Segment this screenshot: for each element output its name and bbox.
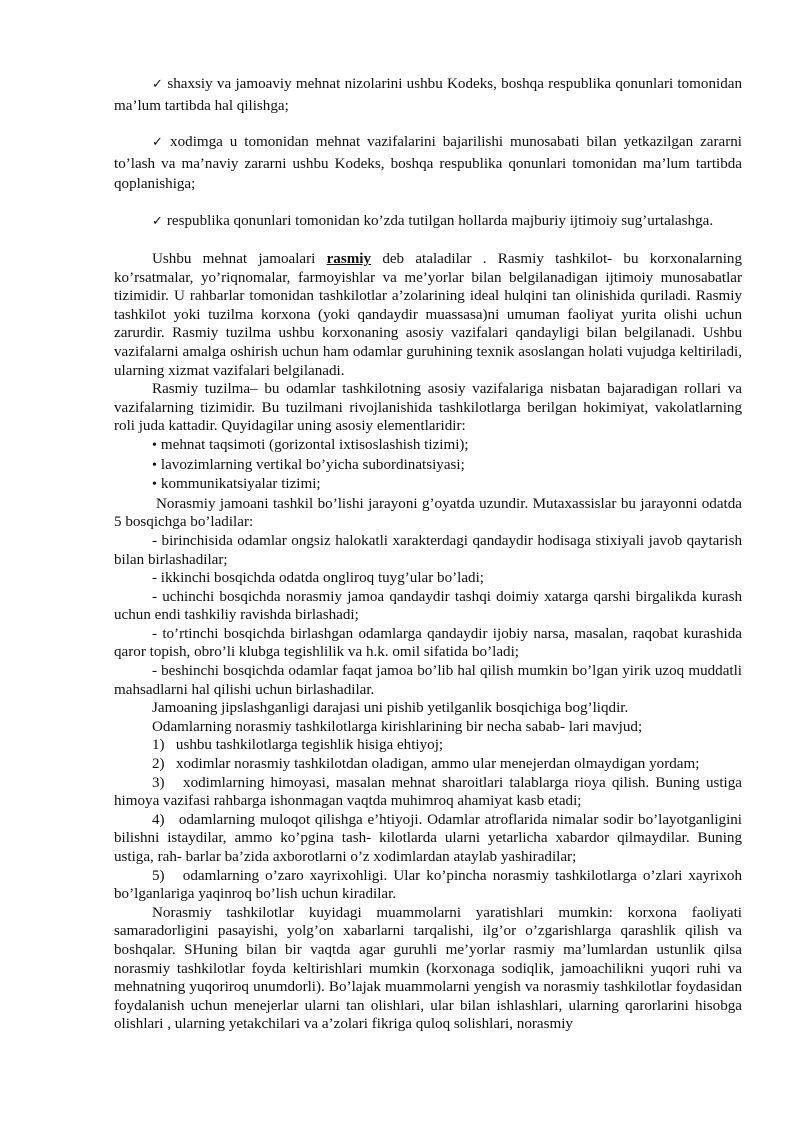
- check-item: ✓ shaxsiy va jamoaviy mehnat nizolarini ushbu Kodeks, boshqa respublika qonunlari tomonidan ma’lum tartibda hal qilishga;: [114, 76, 742, 114]
- checkmark-icon: ✓: [152, 77, 164, 92]
- reason-item: 5) odamlarning o’zaro xayrixohligi. Ular ko’pincha norasmiy tashkilotlarga o’zlari xayrixoh bo’lganlariga yaqinroq bo’lish uchun kiradilar.: [114, 867, 742, 903]
- paragraph-formal: Ushbu mehnat jamoalari rasmiy deb ataladilar . Rasmiy tashkilot- bu korxonalarning ko’rsatmalar, yo’riqnomalar, farmoyishlar va me’yorlar bilan belgilanadigan ijtimoiy munosabatlar tizimidir. U rahbarlar tomonidan tashkilotlar a’zolarining ideal hulqini tan olinishida quriladi. Rasmiy tashkilot yoki tuzilma korxona (yoki qandaydir muassasa)ni umuman faoliyat yurita olishi uchun zarurdir. Rasmiy tuzilma ushbu korxonaning asosiy vazifalari qandayligi bilan belgilanadi. Ushbu vazifalarni amalga oshirish uchun ham odamlar guruhining texnik asoslangan holati vujudga keltiriladi, ularning xizmat vazifalari belgilanadi.: [114, 251, 742, 379]
- bullet-icon: •: [152, 457, 157, 473]
- paragraph-informal: Norasmiy jamoani tashkil bo’lishi jarayoni g’oyatda uzundir. Mutaxassislar bu jarayonni odatda 5 bosqichga bo’ladilar:: [114, 495, 742, 531]
- stage-item: - ikkinchi bosqichda odatda ongliroq tuyg’ular bo’ladi;: [152, 570, 484, 587]
- paragraph-reasons: Odamlarning norasmiy tashkilotlarga kirishlarining bir necha sabab- lari mavjud;: [152, 718, 643, 735]
- keyword-rasmiy: rasmiy: [326, 251, 372, 267]
- stage-item: - to’rtinchi bosqichda birlashgan odamlarga qandaydir ijobiy narsa, masalan, raqobat kurashida qaror topish, obro’li klubga tegishlilik va h.k. omil sifatida bo’ladi;: [114, 625, 742, 661]
- paragraph-problems: Norasmiy tashkilotlar kuyidagi muammolarni yaratishlari mumkin: korxona faoliyati samaradorligini pasayishi, yolg’on xabarlarni tarqalishi, ilg’or o’zgarishlarga qarashlik qilish va boshqalar. SHuning bilan bir vaqtda agar guruhli me’yorlar rasmiy ma’lumlardan ustunlik qilsa norasmiy tashkilotlar foyda keltirishlari mumkin (korxonaga sodiqlik, jamoachilikni yuqori ruhi va mehnatning yuqoriroq unumdorli). Bo’lajak muammolarni yengish va norasmiy tashkilotlar foydasidan foydalanish uchun menejerlar ularni tan olishlari, ular bilan ishlashlari, ularning qarorlarini hisobga olishlari , ularning yetakchilari va a’zolari fikriga quloq solishlari, norasmiy: [114, 904, 742, 1033]
- document-page: [114, 74, 742, 1034]
- reason-item: 2) xodimlar norasmiy tashkilotdan oladigan, ammo ular menejerdan olmaydigan yordam;: [152, 756, 700, 773]
- reason-item: 3) xodimlarning himoyasi, masalan mehnat sharoitlari talablarga rioya qilish. Buning ustiga himoya vazifasi rahbarga ishonmagan vaqtda muhimroq ahamiyat kasb etadi;: [114, 774, 742, 810]
- stage-item: - uchinchi bosqichda norasmiy jamoa qandaydir tashqi doimiy xatarga qarshi birgalikda kurash uchun endi tashkiliy ravishda birlashadi;: [114, 588, 742, 624]
- checkmark-icon: ✓: [152, 213, 163, 229]
- paragraph-structure: Rasmiy tuzilma– bu odamlar tashkilotning asosiy vazifalariga nisbatan bajaradigan rollari va vazifalarning tizimidir. Bu tuzilmani rivojlanishida tashkilotlarga berilgan hokimiyat, vakolatlarning roli juda kattadir. Quyidagilar uning asosiy elementlaridir:: [114, 381, 742, 435]
- reason-item: 4) odamlarning muloqot qilishga e’htiyoji. Odamlar atroflarida nimalar sodir bo’layotganligini bilishni istaydilar, ammo ko’pgina tash- kilotlarda ularni yetarlicha xabardor qilmaydilar. Buning ustiga, rah- barlar ba’zida axborotlarni o’z xodimlardan ataylab yashiradilar;: [114, 811, 742, 865]
- bullet-item: • mehnat taqsimoti (gorizontal ixtisoslashish tizimi);: [152, 436, 469, 453]
- reason-item: 1) ushbu tashkilotlarga tegishlik hisiga ehtiyoj;: [152, 737, 444, 754]
- bullet-item: • kommunikatsiyalar tizimi;: [152, 476, 321, 493]
- stage-item: - birinchisida odamlar ongsiz halokatli xarakterdagi qandaydir hodisaga stixiyali javob qaytarish bilan birlashadilar;: [114, 532, 742, 568]
- paragraph-cohesion: Jamoaning jipslashganligi darajasi uni pishib yetilganlik bosqichiga bog’liqdir.: [152, 700, 629, 717]
- stage-item: - beshinchi bosqichda odamlar faqat jamoa bo’lib hal qilish mumkin bo’lgan yirik uzoq muddatli mahsadlarni hal qilishi uchun birlashadilar.: [114, 663, 742, 698]
- bullet-item: • lavozimlarning vertikal bo’yicha subordinatsiyasi;: [152, 456, 465, 473]
- bullet-icon: •: [152, 477, 157, 493]
- check-item: ✓ xodimga u tomonidan mehnat vazifalarini bajarilishi munosabati bilan yetkazilgan zararni to’lash va ma’naviy zararni ushbu Kodeks, boshqa respublika qonunlari tomonidan ma’lum tartibda qoplanishiga;: [114, 134, 742, 192]
- bullet-icon: •: [152, 437, 157, 453]
- checkmark-icon: ✓: [152, 135, 167, 150]
- check-item: ✓ respublika qonunlari tomonidan ko’zda tutilgan hollarda majburiy ijtimoiy sug’urtalashga.: [152, 212, 714, 229]
